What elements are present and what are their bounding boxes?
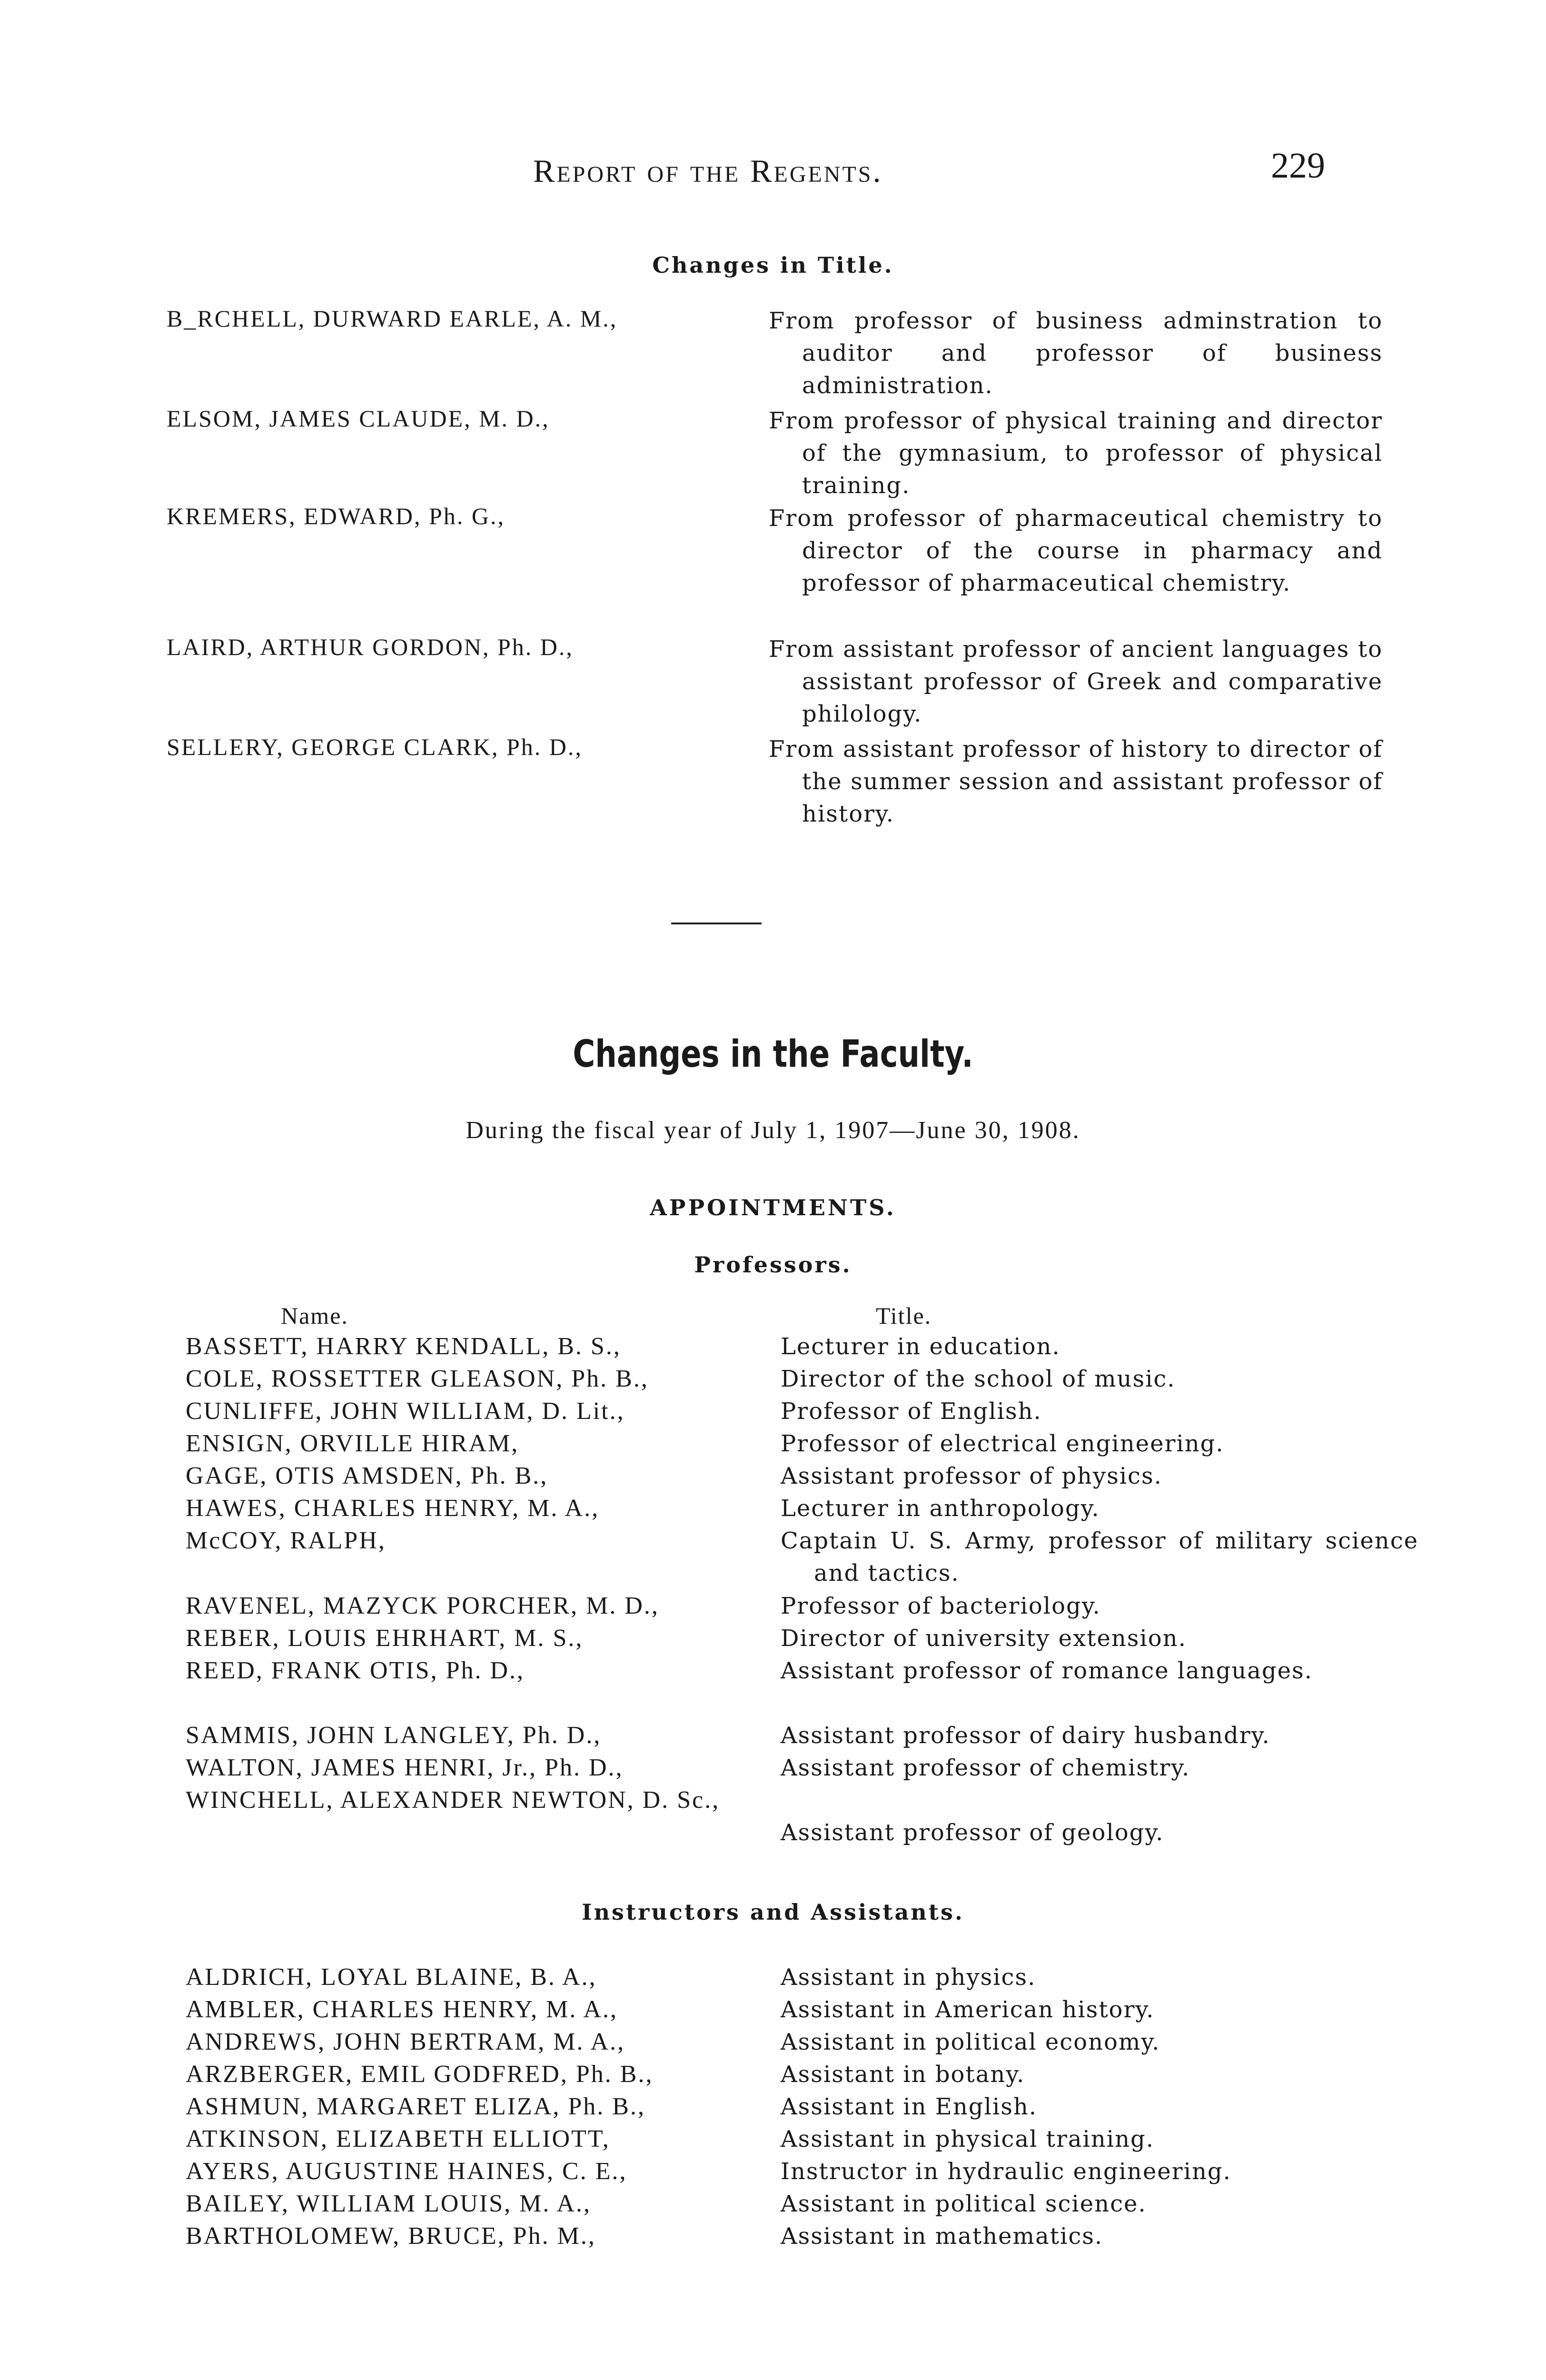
row-name: BARTHOLOMEW, BRUCE, Ph. M.,	[186, 2222, 596, 2250]
row-title: Assistant in physical training.	[781, 2126, 1155, 2152]
title-change-name: ELSOM, JAMES CLAUDE, M. D.,	[167, 405, 550, 432]
title-change-entry	[167, 405, 1383, 509]
title-change-entry	[167, 733, 1383, 838]
row-name: GAGE, OTIS AMSDEN, Ph. B.,	[186, 1462, 548, 1489]
row-name: BAILEY, WILLIAM LOUIS, M. A.,	[186, 2190, 592, 2217]
title-change-name: SELLERY, GEORGE CLARK, Ph. D.,	[167, 734, 583, 760]
row-title: Captain U. S. Army, professor of military science and tactics.	[781, 1527, 1418, 1587]
row-title: Assistant professor of chemistry.	[781, 1755, 1190, 1781]
row-name: SAMMIS, JOHN LANGLEY, Ph. D.,	[186, 1722, 602, 1749]
row-name: ATKINSON, ELIZABETH ELLIOTT,	[186, 2125, 610, 2152]
professors-heading: Professors.	[694, 1252, 852, 1278]
instructors-heading: Instructors and Assistants.	[582, 1899, 964, 1925]
row-title: Professor of electrical engineering.	[781, 1430, 1224, 1457]
row-title: Assistant professor of physics.	[781, 1463, 1162, 1489]
row-name: REED, FRANK OTIS, Ph. D.,	[186, 1657, 525, 1684]
row-title: Director of the school of music.	[781, 1366, 1176, 1392]
title-change-description: From assistant professor of ancient languages to assistant professor of Greek and comparative philology.	[769, 636, 1383, 727]
title-change-name: B_RCHELL, DURWARD EARLE, A. M.,	[167, 305, 618, 332]
row-name: REBER, LOUIS EHRHART, M. S.,	[186, 1625, 584, 1652]
title-column-header: Title.	[876, 1302, 932, 1329]
row-name: McCOY, RALPH,	[186, 1527, 386, 1554]
section-divider	[671, 922, 762, 924]
row-name: HAWES, CHARLES HENRY, M. A.,	[186, 1495, 600, 1522]
row-name: AYERS, AUGUSTINE HAINES, C. E.,	[186, 2158, 627, 2185]
title-change-description: From professor of business adminstration to auditor and professor of business administration.	[769, 307, 1383, 399]
row-title: Assistant professor of dairy husbandry.	[781, 1722, 1270, 1749]
row-name: ASHMUN, MARGARET ELIZA, Ph. B.,	[186, 2093, 645, 2120]
page-number: 229	[1271, 146, 1325, 186]
row-title: Professor of bacteriology.	[781, 1593, 1101, 1619]
changes-in-title-heading: Changes in Title.	[652, 252, 894, 278]
title-change-entry	[167, 633, 1383, 738]
row-title: Professor of English.	[781, 1398, 1042, 1425]
row-title: Assistant professor of romance languages.	[781, 1657, 1313, 1684]
row-title: Assistant in political economy.	[781, 2029, 1160, 2055]
row-title: Assistant in American history.	[781, 1996, 1155, 2023]
row-name: ENSIGN, ORVILLE HIRAM,	[186, 1430, 519, 1457]
row-title: Director of university extension.	[781, 1625, 1187, 1652]
name-column-header: Name.	[281, 1302, 348, 1329]
row-name: RAVENEL, MAZYCK PORCHER, M. D.,	[186, 1592, 659, 1619]
row-title: Assistant professor of geology.	[781, 1819, 1164, 1846]
row-name: WALTON, JAMES HENRI, Jr., Ph. D.,	[186, 1754, 624, 1781]
running-title: Report of the Regents.	[533, 153, 883, 189]
row-title: Lecturer in anthropology.	[781, 1495, 1100, 1522]
row-name: WINCHELL, ALEXANDER NEWTON, D. Sc.,	[186, 1786, 720, 1814]
title-change-description: From professor of pharmaceutical chemistry to director of the course in pharmacy and professor of pharmaceutical chemistry.	[769, 505, 1383, 596]
row-name: CUNLIFFE, JOHN WILLIAM, D. Lit.,	[186, 1398, 625, 1425]
row-name: ALDRICH, LOYAL BLAINE, B. A.,	[186, 1964, 597, 1991]
title-change-description: From professor of physical training and director of the gymnasium, to professor of physical training.	[769, 407, 1383, 499]
row-title: Lecturer in education.	[781, 1333, 1060, 1360]
appointments-label: APPOINTMENTS.	[650, 1195, 896, 1220]
title-change-entry	[167, 305, 1383, 409]
row-name: AMBLER, CHARLES HENRY, M. A.,	[186, 1996, 618, 2023]
row-name: ANDREWS, JOHN BERTRAM, M. A.,	[186, 2028, 625, 2055]
row-name: BASSETT, HARRY KENDALL, B. S.,	[186, 1333, 621, 1360]
title-change-name: KREMERS, EDWARD, Ph. G.,	[167, 503, 505, 529]
row-title: Assistant in mathematics.	[781, 2223, 1103, 2250]
title-change-entry	[167, 502, 1383, 607]
title-change-description: From assistant professor of history to director of the summer session and assistant professor of history.	[769, 736, 1383, 827]
row-title: Assistant in physics.	[781, 1964, 1036, 1991]
title-change-name: LAIRD, ARTHUR GORDON, Ph. D.,	[167, 634, 574, 660]
row-title: Assistant in botany.	[781, 2061, 1025, 2088]
row-name: ARZBERGER, EMIL GODFRED, Ph. B.,	[186, 2061, 654, 2088]
fiscal-period: During the fiscal year of July 1, 1907—June 30, 1908.	[466, 1117, 1080, 1144]
row-name: COLE, ROSSETTER GLEASON, Ph. B.,	[186, 1365, 649, 1392]
row-title: Assistant in English.	[781, 2093, 1037, 2120]
row-title: Instructor in hydraulic engineering.	[781, 2158, 1231, 2185]
row-title: Assistant in political science.	[781, 2191, 1147, 2217]
faculty-changes-heading: Changes in the Faculty.	[573, 1033, 973, 1076]
